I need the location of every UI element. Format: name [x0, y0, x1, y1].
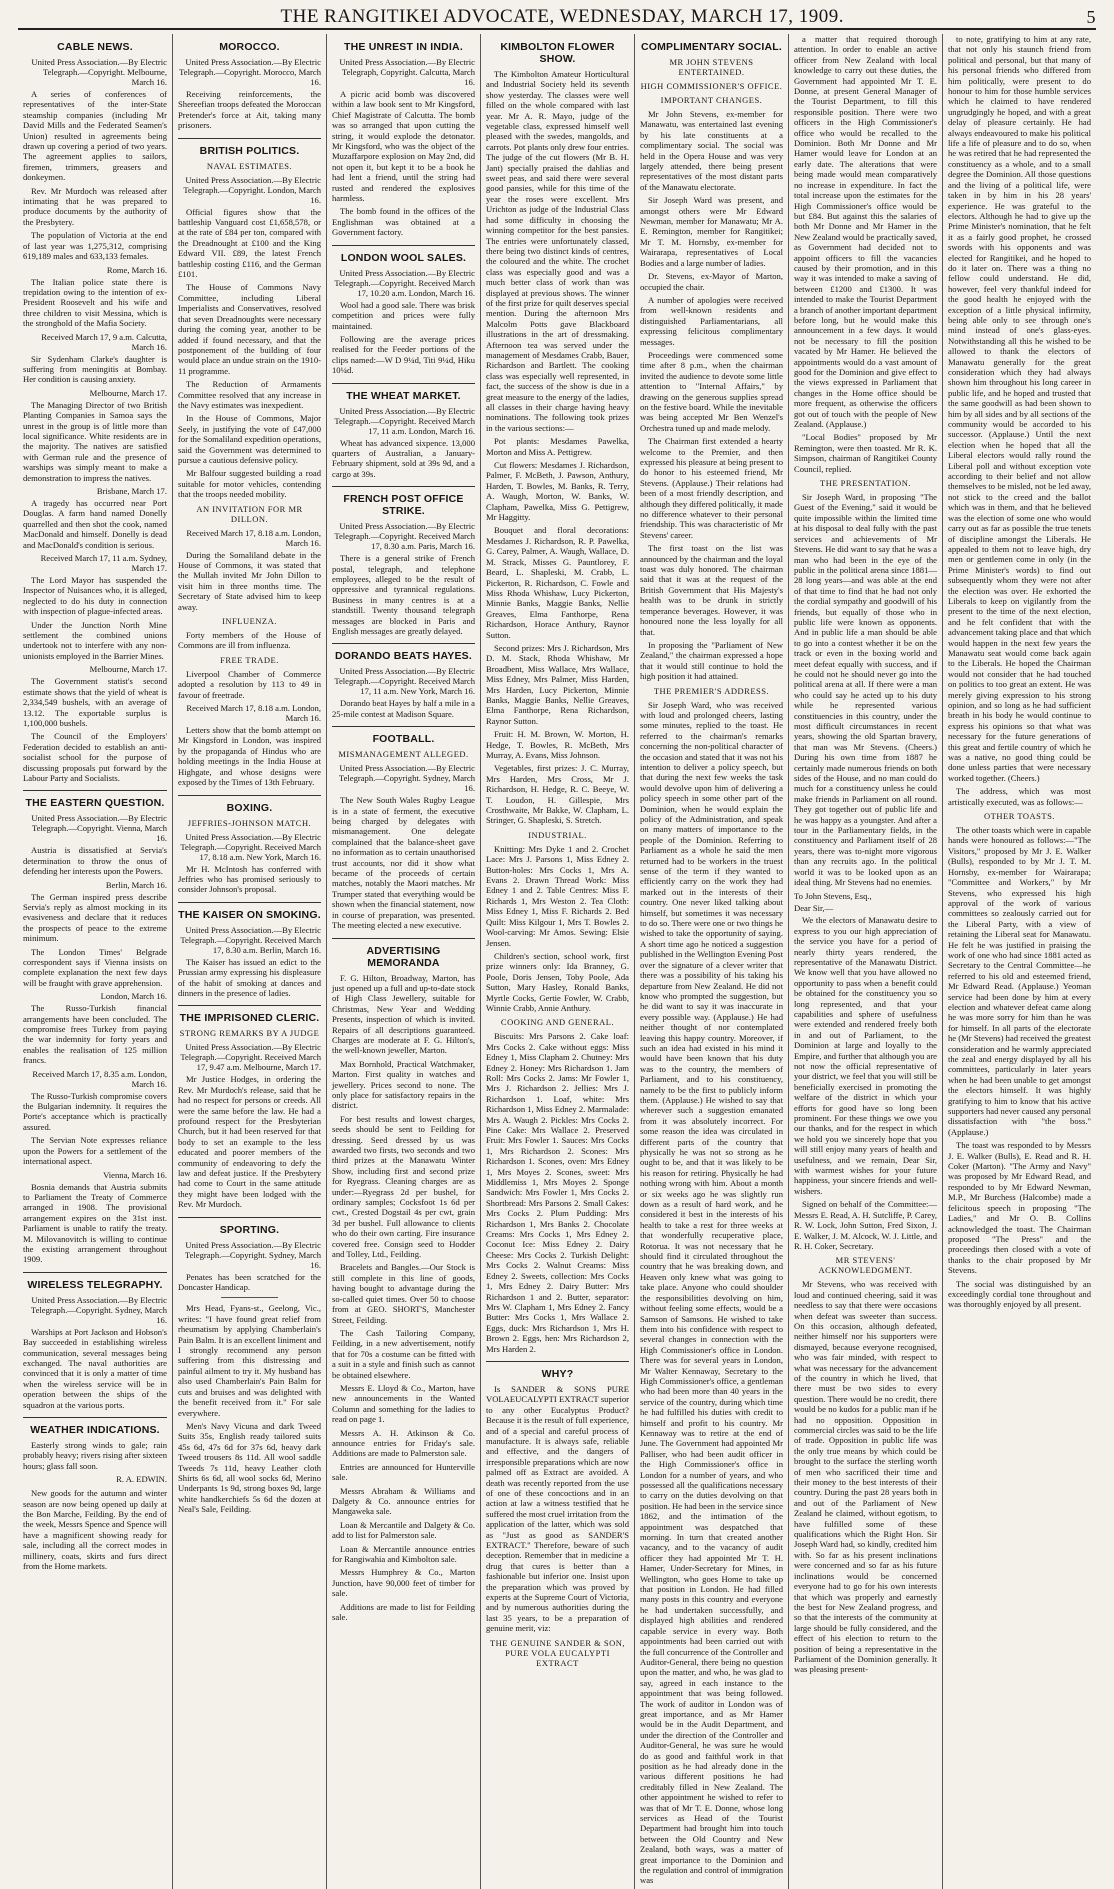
advertisement-paragraph: Additions are made to list for Feilding sale.	[332, 1601, 475, 1623]
section-heading: COMPLIMENTARY SOCIAL.	[640, 41, 783, 53]
article-paragraph: Official figures show that the battleship Vanguard cost £1,658,578, or at the rate of £84 per ton, compared with the Dreadnought at £100 and the King Edward VII. £89, the latest French battleship costing £116, and the German £101.	[178, 206, 321, 280]
subheading: OTHER TOASTS.	[984, 811, 1055, 822]
masthead	[18, 6, 1096, 30]
dateline: Received March 17, 11 a.m. Sydney, March 17.	[40, 553, 167, 574]
subheading: MR JOHN STEVENS ENTERTAINED.	[669, 57, 754, 77]
section-heading: THE UNREST IN INDIA.	[344, 41, 463, 53]
dateline: Received March 17, 8.18 a.m. London, March 16.	[186, 703, 321, 724]
advertisement-paragraph: Messrs Humphrey & Co., Marton Junction, have 90,000 feet of timber for sale.	[332, 1567, 475, 1599]
prize-list: Pot plants: Mesdames Pawelka, Morton and Miss A. Pettigrew.	[486, 436, 629, 457]
article-paragraph: The Servian Note expresses reliance upon the Powers for a settlement of the international aspect.	[23, 1135, 167, 1167]
article-paragraph: The toast was responded to by Messrs J. E. Walker (Bulls), E. Read and R. H. Coker (Marton). "The Army and Navy" was proposed by Mr Edward Read, and responded to by Mr Edward Newman, M.P., Mr Burchess (Halcombe) made a felicitous speech in proposing "The Ladies," and Mr O. B. Collins acknowledged the toast. The Chairman proposed "The Press" and the proceedings then closed with a vote of thanks to the chair proposed by Mr Stevens.	[948, 1140, 1091, 1276]
dateline: Melbourne, March 17.	[89, 387, 167, 398]
dateline: Rome, March 16.	[106, 264, 167, 275]
dateline: Melbourne, March 17.	[89, 664, 167, 675]
dateline: United Press Association.—By Electric Telegraph.—Copyright. Morocco, March 16.	[179, 57, 321, 87]
article-paragraph: Mr Stevens, who was received with loud and continued cheering, said it was needless to say that there were occasions when defeat was sweeter than success. On this occasion, although defeated, neither himself nor his supporters were dismayed, because everyone recognised, who was fair minded, with respect to what was necessary for the advancement of the country in which he lived, that there must be two sides to every question. There would be no credit, there would be no kudos for a public man if he had no opposition. Opposition in commercial circles was said to be the life of trade. Opposition in public life was the only true means by which could be brought to the surface the sterling worth of men who sacrificed their time and their money to the best interests of their country. During the past 28 years both in and out of the Parliament of New Zealand he claimed, without egotism, to have fulfilled some of these qualifications which the Right Hon. Sir Joseph Ward had, so kindly, credited him with. So far as his present inclinations were concerned and so far as his future inclinations would be concerned everyone had to go for his own interests that which was properly and earnestly the best for New Zealand progress, and so that the interests of the community at large should be fully considered, and the effect of his election to return to the position of being a representative in the Parliament of the Dominion generally. It was pleasing present-	[794, 1279, 937, 1675]
column-6	[788, 34, 942, 1889]
article-paragraph: Sir Joseph Ward, who was received with loud and prolonged cheers, lasting some minutes, replied to the toast. He referred to the chairman's remarks concerning the non-political character of the occasion and stated that it was not his intention to deliver a policy speech, but that during the next few weeks the task would devolve upon him of delivering a policy speech in some other part of the Dominion, when he would explain the policy of the Administration, and speak on many matters of importance to the people of the Dominion. Referring to Parliament as a whole he said the men returned had to be workers in the truest sense of the term if they wanted to efficiently carry on the work they had marked out in the interests of their country. One never liked talking about himself, but sometimes it was necessary to do so. There were one or two things he wished to take the opportunity of saying. A short time ago he noticed a suggestion published in the Wellington Evening Post over the signature of a clever writer that there was a possibility of his taking his departure from New Zealand. He did not know who prompted the suggestion, but he did want to say it was inaccurate in every possible way. (Applause.) He had neither thought of nor contemplated leaving this happy country. Moreover, if such an idea had existed in his mind it would have been known that his duty was to the country, the members of Parliament, and to his constituency, namely to be the first to publicly inform them. (Applause.) He wished to say that wherever such a suggestion emanated from it was absolutely incorrect. For some reason the idea was circulated in different parts of the country that physically he was not so strong as he ought to be, and that it was likely to be his reason for retiring. Physically he had nothing wrong with him. About a month or six weeks ago he was slightly run down as a result of hard work, and he considered it best in the interests of his health to take a rest for three weeks at that wonderfully recuperative place, Rotorua. It was not necessary that he should find it circulated throughout the country that he was breaking down, and Heaven only knew what was going to take place. Anyone who could shoulder the responsibilities devolving on him, without feeling some effects, would be a Samson of Samsons. He wished to take them into his confidence with respect to several changes in connection with the High Commissioner's office in London. There was for several years in London, Mr Walter Kennaway, Secretary to the High Commissioner's office, a gentleman who had been more than 40 years in the service of the country, during which time he had fulfilled his duties with credit to himself and profit to his country. Mr Kennaway was to retire at the end of June. The Government had appointed Mr Palliser, who had been audit officer in the High Commissioner's office in London for a number of years, and who possessed all the qualifications necessary to carry on the duties devolving on that position. He had been in the service since 1862, and the intimation of the appointment was despatched that morning. In turn that created another vacancy, and to the vacancy of audit officer they had appointed Mr T. H. Hamer, Under-Secretary for Mines, in Wellington, who goes Home to take up that position in London. He had filled many posts in this country and everyone he had undertaken successfully, and displayed high abilities and rendered capable service in every way. Both appointments had been carried out with the full concurrence of the Controller and Auditor-General, there being no question upon the matter, and who, he was glad to say, agreed in each instance to the appointment that was being followed. The work of auditor in London was of great importance, and as Mr Hamer would be in the Audit Department, and under the direction of the Controller and Auditor-General, he was sure he would do as good and faithful work in that position as he had already done in the various different positions he had creditably filled in New Zealand. The other appointment he wished to refer to was that of Mr T. E. Donne, whose long services as Head of the Tourist Department had brought him into touch between the Old Country and New Zealand, both ways, was a matter of great importance to the Dominion and the regulation and control of immigration was	[640, 699, 783, 1886]
article-paragraph: Sir Joseph Ward was present, and amongst others were Mr Edward Newman, member for Manawatu; Mr A. E. Remington, member for Rangitikei; Mr T. M. Hornsby, ex-member for Wairarapa, representatives of Local Bodies and a large number of ladies.	[640, 195, 783, 268]
dateline: United Press Association.—By Electric Telegraph.—Copyright. Sydney, March 16.	[338, 763, 475, 794]
article-paragraph: A tragedy has occurred near Port Douglas. A farm hand named Donelly quarrelled and then shot the cook, named MacDonald and himself. Donelly is dead and MacDonald's condition is serious.	[23, 498, 167, 550]
subheading: MR STEVENS' ACKNOWLEDGMENT.	[818, 1255, 913, 1276]
article-paragraph: Penates has been scratched for the Doncaster Handicap.	[178, 1271, 321, 1293]
subheading: JEFFRIES-JOHNSON MATCH.	[187, 817, 312, 828]
column-1	[18, 34, 172, 1889]
article-paragraph: The German inspired press describe Servia's reply as almost mocking in its evasiveness and declare that it reduces the prospects of peace to the extreme minimum.	[23, 891, 167, 944]
dateline: United Press Association.—By Electric Telegraph.—Copyright. Received March 17, 11 a.m. New York, March 16.	[334, 666, 475, 697]
section-heading: WHY?	[486, 1361, 629, 1380]
article-paragraph: "Local Bodies" proposed by Mr Remington, were then toasted. Mr R. K. Simpson, chairman of Rangitikei County Council, replied.	[794, 432, 937, 474]
advertisement-paragraph: For best results and lowest charges, seeds should be sent to Feilding for dressing. Seed dressed by us was awarded two firsts, two seconds and two third prizes at the Manawatu Winter Show, including first and second prize for Ryegrass. Cleaning charges are as under:—Ryegrass 2d per bushel, for ordinary samples; Cocksfoot 1s 6d per cwt., Crested Dogstail 4s per cwt, grain 3d per bushel. Full allowance to clients who do their own carting. Fire insurance covered free. Consign seed to Hodder and Tolley, Ltd., Feilding.	[332, 1113, 475, 1260]
prize-list: Bouquet and floral decorations: Mesdames J. Richardson, R. P. Pawelka, G. Carey, Palmer, A. Waugh, Wallace, D. M. Strack, Misses G. Pauntlorey, F. Beard, L. Shapleski, M. Crabb, L. Pickerton, R. Richardson, C. Fowle and Miss Rhoda Whishaw, Lucy Pickerton, Minnie Banks, Maggie Banks, Nellie Greaves, Elma Fanthorpe, Rena Richardson, Horace Anthury, Raynor Sutton.	[486, 525, 629, 640]
article-paragraph: The Reduction of Armaments Committee resolved that any increase in the Navy estimates was inexpedient.	[178, 379, 321, 410]
section-heading: BRITISH POLITICS.	[178, 138, 321, 157]
article-paragraph: The Managing Director of two British Planting Companies in Samoa says the unrest in the group is of little more than local significance. White residents are in the majority. The natives are satisfied with German rule and the presence of warships was simply meant to make a demonstration to impress the natives.	[23, 399, 167, 483]
article-paragraph: The London Times' Belgrade correspondent says if Vienna insists on complete explanation the next few days will be fraught with grave apprehension.	[23, 946, 167, 988]
section-heading: ADVERTISING MEMORANDA	[332, 938, 475, 969]
article-paragraph: Rev. Mr Murdoch was released after intimating that he was prepared to produce documents by the authority of the Presbytery.	[23, 185, 167, 227]
dateline: Received March 17, 8.18 a.m. London, March 16.	[186, 527, 321, 548]
article-paragraph: Easterly strong winds to gale; rain probably heavy; rivers rising after sixteen hours; glass fall soon.	[23, 1440, 167, 1471]
advertisement-paragraph: Bracelets and Bangles.—Our Stock is still complete in this line of goods, having bought to advantage during the so-called quiet times. Over 50 to choose from at GEO. SHORT'S, Manchester Street, Feilding.	[332, 1262, 475, 1325]
section-heading: KIMBOLTON FLOWER SHOW.	[500, 41, 615, 65]
subheading: MISMANAGEMENT ALLEGED.	[338, 749, 469, 760]
dateline: Received March 17, 9 a.m. Calcutta, March 16.	[41, 331, 167, 352]
column-5	[634, 34, 788, 1889]
prize-list: Second prizes: Mrs J. Richardson, Mrs D. M. Stack, Rhoda Whishaw, Mr Broadbent, Miss Wallace, Mrs Wallace, Miss Edney, Mrs Palmer, Miss Harden, Mrs Harden, Lucy Pickerton, Minnie Banks, Maggie Banks, Nellie Greaves, Elma Fanthorpe, Rena Richardson, Raynor Sutton.	[486, 642, 629, 726]
dateline: United Press Association.—By Electric Telegraph.—Copyright. Sydney, March 16.	[30, 1294, 167, 1325]
article-paragraph: The other toasts which were in capable hands were honoured as follows:—"The Visitors," proposed by Mr J. E. Walker (Bulls), responded to by Mr J. T. M. Hornsby, ex-member for Wairarapa; "Committee and Workers," by Mr Stevens, who expressed his high approval of the work of various committees so zealously carried out for the Liberal Party, with a view of retaining the Liberal seat for Manawatu. He felt he was justified in praising the work of one who had since 1881 acted as Secretary to the Central Committee—he referred to his old and esteemed friend, Mr Edward Read. (Applause.) Yeoman service had been done by him at every election and whatever defeat came along he was more sorry for him than he was for himself. In all parts of the electorate he (Mr Stevens) had received the greatest consideration and he warmly appreciated the zeal and energy displayed by all his committees, particularly in later years when he had been unable to get amongst the electors himself. It was highly gratifying to him to know that his active supporters had never caused any personal dissatisfaction with "the boss." (Applause.)	[948, 825, 1091, 1137]
article-paragraph: A series of conferences of representatives of the inter-State steamship companies (including Mr David Mills and the Federated Seamen's Union) resulted in agreements being drawn up covering a period of two years. The agreement applies to sailors, firemen, trimmers, greasers and donkeymen.	[23, 89, 167, 183]
dateline: United Press Association.—By Electric Telegraph.—Copyright. Sydney, March 16.	[184, 1239, 321, 1270]
article-paragraph: Mr Justice Hodges, in ordering the Rev. Mr Murdoch's release, said that he had no respect for persons or creeds. All were the same before the law. He had a profound respect for the Presbyterian Church, but it had been reserved for that body to set an example to the less educated and poorer members of the community of endeavoring to defy the law and defeat justice. If the Presbytery had come to Court in the same attitude they might have been lodged with the Rev. Mr Murdoch.	[178, 1074, 321, 1210]
newspaper-title: THE RANGITIKEI ADVOCATE, WEDNESDAY, MARCH 17, 1909.	[280, 6, 844, 27]
prize-list: Fruit: H. M. Brown, W. Morton, H. Hedge, T. Bowles, R. McBeth, Mrs Murray, A. Evans, Miss Johnson.	[486, 729, 629, 760]
page-number: 5	[1086, 6, 1096, 27]
article-paragraph: Dorando beat Hayes by half a mile in a 25-mile contest at Madison Square.	[332, 698, 475, 719]
dateline: United Press Association.—By Electric Telegraph.—Copyright. Received March 17, 8.18 a.m. New York, March 16.	[180, 831, 321, 862]
section-heading: BOXING.	[178, 795, 321, 814]
subheading: IMPORTANT CHANGES.	[660, 95, 763, 105]
article-paragraph: Wheat has advanced sixpence. 13,000 quarters of Australian, a January-February shipment, sold at 39s 9d, and a cargo at 39s.	[332, 437, 475, 479]
prize-list: Vegetables, first prizes: J. C. Murray, Mrs Harden, Mrs Cross, Mr J. Richardson, H. Hedge, R. C. Beeye, W. T. Loudon, H. Gillespie, Mrs Crosthwaite, Mr Bakke, W. Clapham, L. Stringer, G. Shapleski, S. Stretch.	[486, 763, 629, 826]
dateline: United Press Association.—By Electric Telegraph.—Copyright. Received March 17, 11 a.m. London, March 16.	[334, 405, 475, 436]
prize-list: Children's section, school work, first prize winners only: Ida Branney, G. Poole, Doris Jensen, Toby Poole, Ada Sutton, Mary Hasley, Ronald Banks, Myrtle Cocks, Gertie Fowler, W. Crabb, Winnie Crabb, Annie Anthury.	[486, 950, 629, 1013]
article-paragraph: Austria is dissatisfied at Servia's determination to throw the onus of defending her interests upon the Powers.	[23, 845, 167, 877]
article-paragraph: Wool had a good sale. There was brisk competition and prices were fully maintained.	[332, 299, 475, 331]
dateline: United Press Association.—By Electric Telegraph.—Copyright. Received March 17, 8.30 a.m. Berlin, March 16.	[180, 924, 321, 955]
column-3	[326, 34, 480, 1889]
article-paragraph: During the Somaliland debate in the House of Commons, it was stated that the Mullah invited Mr John Dillon to visit him in three months time. The Secretary of State advised him to keep away.	[178, 549, 321, 612]
divider	[221, 1297, 278, 1298]
section-heading: FOOTBALL.	[332, 726, 475, 745]
article-paragraph: The Italian police state there is trepidation owing to the intention of ex-President Roosevelt and his wife and three children to visit Messina, which is the stronghold of the Mafia Society.	[23, 276, 167, 329]
dateline: United Press Association.—By Electric Telegraph.—Copyright. London, March 16.	[183, 174, 321, 205]
dateline: Berlin, March 16.	[105, 879, 167, 890]
section-heading: DORANDO BEATS HAYES.	[332, 643, 475, 662]
advertisement-paragraph: Is SANDER & SONS PURE VOLAEUCALYPTI EXTRACT superior to any other Eucalyptus Product? Because it is the result of full experience, and of a special and careful process of manufacture. It is always safe, reliable and effective, and the dangers of irresponsible preparations which are now palmed off as Extract are avoided. A death was recently reported from the use of one of these concoctions and in an action at law a witness testified that he suffered the most cruel irritation from the application of the latter, which was sold as "Just as good as SANDER'S EXTRACT." Therefore, beware of such deception. Remember that in medicine a drug that cures is better than a fashionable but inferior one. Insist upon the preparation which was proved by experts at the Supreme Court of Victoria, and by numerous authorities during the last 35 years, to be a preparation of genuine merit, viz:	[486, 1383, 629, 1634]
article-paragraph: Following are the average prices realised for the Feeder portions of the clips named:—W D 9¼d, Titi 9¼d, Hiku 10¼d.	[332, 333, 475, 376]
article-paragraph: The New South Wales Rugby League is in a state of ferment, the executive being charged by delegates with mismanagement. One delegate complained that the balance-sheet gave no information as to certain unauthorised trust accounts, nor did it show what became of the proceeds of certain matches, notably the Maori matches. Mr Trumper stated that everything would be shown when the financial statement, now in course of preparation, was presented. The meeting elected a new executive.	[332, 795, 475, 931]
section-heading: THE EASTERN QUESTION.	[23, 790, 167, 809]
article-paragraph: Warships at Port Jackson and Hobson's Bay succeeded in establishing wireless communication, several messages being exchanged. The naval authorities are convinced that it is only a matter of time when the wireless service will be in operation between the ships of the squadron at the various ports.	[23, 1326, 167, 1410]
address-salutation: To John Stevens, Esq.,	[794, 890, 872, 901]
article-paragraph: Sir Sydenham Clarke's daughter is suffering from meningitis at Bombay. Her condition is causing anxiety.	[23, 353, 167, 385]
prize-list: Biscuits: Mrs Parsons 2. Cake loaf: Mrs Cocks 2. Cake without eggs: Miss Edney 1, Miss Clapham 2. Chutney: Mrs Edney 2. Honey: Mrs Richardson 1. Jam Roll: Mrs Cocks 2. Jams: Mr Fowler 1, Mrs J. Richardson 2. Jellies: Mrs J. Richardson 1. Loaf, white: Mrs Richardson 1, Miss Edney 2. Marmalade: Mrs A. Waugh 2. Pickles: Mrs Cocks 2. Pine Cake: Mrs Wallace 2. Preserved Fruit: Mrs Fowler 1. Sauces: Mrs Cocks 1, Mrs Richardson 2. Scones: Mrs Richardson 1. Scones, oven: Mrs Edney 1, Mrs Moyes 2. Scones, sweet: Mrs Middlemiss 1, Mrs Moyes 2. Sponge Sandwich: Mrs Fowler 1, Mrs Cocks 2. Shortbread: Mrs Parsons 2. Small Cakes: Mrs Cocks 2. Plum Pudding: Mrs Richardson 1, Mrs Banks 2. Chocolate Creams: Mrs Cocks 1, Mrs Edney 2. Coconut Ice: Miss Edney 2. Dairy Cheese: Mrs Cocks 2. Turkish Delight: Mrs Cocks 2. Walnut Creams: Miss Edney 2. Sweets, collection: Mrs Cocks 1, Mrs Edney 2. Dairy Butter: Mrs Richardson 1 and 2. Butter, separator: Mrs W. Clapham 1, Mrs Edney 2. Fancy Butter: Mrs Cocks 1, Mrs Wallace 2. Eggs, duck: Mrs Richardson 1, Mrs H. Brown 2. Eggs, hen: Mrs Richardson 2, Mrs Harden 2.	[486, 1031, 629, 1354]
article-paragraph: In proposing the "Parliament of New Zealand," the chairman expressed a hope that it would still continue to hold the high position it had attained.	[640, 639, 783, 682]
section-heading: MOROCCO.	[219, 41, 280, 53]
section-heading: SPORTING.	[178, 1217, 321, 1236]
dateline: United Press Association.—By Electric Telegraph.—Copyright. Received March 17, 10.20 a.m. London, March 16.	[334, 267, 475, 298]
dateline: United Press Association.—By Electric Telegraph.—Copyright. Received March 17, 8.30 a.m. Paris, March 16.	[334, 521, 475, 552]
article-paragraph: Signed on behalf of the Committee:—Messrs E. Read, A. H. Sutcliffe, P. Carey, R. W. Lock, John Sutton, Fred Sixon, J. E. Walker, J. M. Alcock, W. J. Little, and R. H. Coker, Secretary.	[794, 1199, 937, 1251]
section-heading: CABLE NEWS.	[57, 41, 133, 53]
advertisement-paragraph: The Cash Tailoring Company, Feilding, in a new advertisement, notify that for 70s a costume can be fitted with a suit in a style and finish such as cannot be obtained elsewhere.	[332, 1327, 475, 1380]
article-paragraph: The Council of the Employers' Federation decided to establish an anti-socialist school for the purpose of discussing proposals put forward by the Labour Party and Socialists.	[23, 731, 167, 783]
article-paragraph: There is a general strike of French postal, telegraph, and telephone employees, alleged to be the result of oppressive and tyrannical regulations. Business in many centres is at a standstill. Twenty thousand telegraph messages are blocked in Paris and English messages are greatly delayed.	[332, 553, 475, 636]
advertisement-paragraph: Messrs Abraham & Williams and Dalgety & Co. announce entries for Mangaweka sale.	[332, 1485, 475, 1517]
article-paragraph: to note, gratifying to him at any rate, that not only his staunch friend from political and personal, but that many of his personal friends who differed from him politically, were present to do honour to him for those humble services which he claimed to have rendered ungrudgingly he hoped, and with a great delay of pleasure certainly. He had always endeavoured to make his political life a life of pleasure and to do so, when he was retired that he had represented the constituency as a whole, and to a small degree the Dominion. All those questions and the living of a political life, were taken in by him in his 28 years' experience. He was grateful to the electors. Although he had to give up the Prime Minister's nomination, that he felt it as a fairly good prophet, he crossed swords with his opponents and was elected for Rangitikei, and he hoped to do it later on. There was a thing no fellow could understand. He did, however, feel very thankful indeed for the good health he enjoyed with the exception of a little physical infirmity, being able only to see through one's mind instead of one's glass-eyes. Notwithstanding all this he wished to be allowed to thank the electors of Manawatu generally for the great consideration which they had always shown him throughout his long career in public life, and he hoped and trusted that the same goodwill as had been shown to him by all sides and by all sections of the community would be accorded to his successor. (Applause.) Until the next election when he hoped that all the Liberal electors would rally round the Liberal poll and without exception vote according to their belief and not allow themselves to be misled, not be led away, not stick to the creed and the ballot which was in them, and that he believed was the election of some one who would carry out as far as possible the true tenets of discipline amongst the Liberals. He appealed to them not to leave high, dry men or gentlemen come in only (in the Prime Minister's words) to find out subsequently whom they were not after the election was over. He exhorted the Liberals to keep on vigilantly from the present to the time of the next election, and he felt confident that with the advancement taking place and that which would happen in the next few years the Manawatu seat would come back again to the Liberals. He hoped the Chairman would not consider that he had touched on politics to too great an extent. He was merely giving expression to his strong opinion, and so long as he had sufficient breath in his body he would continue to express his opinions so that what was necessary for the future generations of this great and fertile country of which he was a native, no good thing could be done unless parties that were necessary worked together. (Cheers.)	[948, 34, 1091, 783]
advertisement-paragraph: Mrs Head, Fyans-st., Geelong, Vic., writes: "I have found great relief from rheumatism by applying Chamberlain's Pain Balm. It is an excellent liniment and I strongly recommend any person suffering from this distressing and painful ailment to try it. My husband has also used Chamberlain's Pain Balm for cuts and bruises and was delighted with the benefit received from it." For sale everywhere.	[178, 1303, 321, 1418]
prize-list: Cut flowers: Mesdames J. Richardson, Palmer, F. McBeth, J. Pawson, Anthury, Harden, T. Bowles, M. Banks, R. Terry, A. Waugh, Morton, W. Banks, W. Clapham, Pawelka, Miss G. Pettigrew, Mr Haggitty.	[486, 460, 629, 523]
article-paragraph: Liverpool Chamber of Commerce adopted a resolution by 113 to 49 in favour of freetrade.	[178, 668, 321, 700]
dateline: Vienna, March 16.	[103, 1169, 167, 1180]
article-paragraph: A picric acid bomb was discovered within a law book sent to Mr Kingsford, Chief Magistrate of Calcutta. The bomb was so arranged that upon cutting the string, it would explode the detonator. Mr Kingsford, who was the object of the Muzaffarpore explosion on May 2nd, did not open it, but kept it to be a book he had lent a friend, until the string had rusted and rendered the explosives harmless.	[332, 89, 475, 204]
article-paragraph: The first toast on the list was announced by the chairman and the loyal toast was duly honored. The chairman said that it was at the request of the British Government that His Majesty's health was to be drunk in strictly temperance beverages. However, it was honoured none the less loyally for all that.	[640, 543, 783, 637]
article-paragraph: The Russo-Turkish financial arrangements have been concluded. The compromise frees Turkey from paying the war indemnity for forty years and enables the realisation of 125 million francs.	[23, 1003, 167, 1066]
article-paragraph: The Kaiser has issued an edict to the Prussian army expressing his displeasure of the habit of smoking at dances and dinners in the presence of ladies.	[178, 956, 321, 998]
article-paragraph: Mr John Stevens, ex-member for Manawatu, was entertained last evening by his late constituents at a complimentary social. The social was held in the Opera House and was very largely attended, there being present representatives of the most distant parts of the Manawatu electorate.	[640, 109, 783, 192]
section-heading: LONDON WOOL SALES.	[332, 245, 475, 264]
article-paragraph: Proceedings were commenced some time after 8 p.m., when the chairman invited the audience to devote some little attention to "Internal Affairs," by drawing on the generous supplies spread on the festive board. While the inevitable was being accepted Mr Ben Wenzel's Orchestra tuned up and made melody.	[640, 349, 783, 433]
subheading: FREE TRADE.	[220, 654, 279, 665]
dateline: Brisbane, March 17.	[96, 486, 167, 496]
advertisement-paragraph: Men's Navy Vicuna and dark Tweed Suits 35s, English ready tailored suits 45s 6d, 47s 6d for 37s 6d, heavy dark Tweed trousers 8s 11d. All wool saddle Tweeds 7s 11d, heavy Leather cloth Shirts 6s 6d, all wool socks 6d, Merino Underpants 1s 9d, strong boxes 9d, large white handkerchiefs 5s 6d the dozen at Neal's Sale, Feilding.	[178, 1420, 321, 1515]
column-4	[480, 34, 634, 1889]
article-paragraph: Mr Balfour suggested building a road suitable for motor vehicles, contending that the troops needed mobility.	[178, 468, 321, 500]
prize-list: Knitting: Mrs Dyke 1 and 2. Crochet Lace: Mrs J. Parsons 1, Miss Edney 2. Button-holes: Mrs Cocks 1, Mrs A. Evans 2. Drawn Thread Work: Miss Edney 1 and 2. Table Centres: Miss F. Richards 1, Mrs Weston 2. Tea Cloth: Miss Edney 1, Miss F. Richards 2. Bed Quilt: Miss Kilgour 1, Mrs T. Bowles 2. Wool-carving: Mr Amos. Sewing: Elsie Jensen.	[486, 843, 629, 948]
advertisement-tagline: THE GENUINE SANDER & SON, PURE VOLA EUCALYPTI EXTRACT	[489, 1637, 626, 1668]
section-heading: FRENCH POST OFFICE STRIKE.	[332, 486, 475, 517]
subheading: INDUSTRIAL.	[528, 829, 587, 840]
article-paragraph: Bosnia demands that Austria submits to Parliament the Treaty of Commerce arranged in 1908. The provisional arrangement expires on the 31st inst. Parliament is unable to ratify the treaty. M. Milovanovitch is willing to continue the existing arrangement throughout 1909.	[23, 1181, 167, 1265]
dateline: United Press Association.—By Electric Telegraph.—Copyright. Received March 17, 9.47 a.m. Melbourne, March 17.	[180, 1042, 321, 1073]
article-paragraph: The Chairman first extended a hearty welcome to the Premier, and then expressed his pleasure at being present to do honor to his esteemed friend, Mr Stevens. (Applause.) Their relations had been of a most friendly description, and although they differed politically, it made no difference whatever to their personal friendship. This was characteristic of Mr Stevens' career.	[640, 436, 783, 540]
article-paragraph: a matter that required thorough attention. In order to enable an active officer from New Zealand with local knowledge to carry out these duties, the Government had appointed Mr T. E. Donne, at present General Manager of the Tourist Department, to fill this responsible position. There were two officers in the High Commissioner's office who would be recalled to the Dominion. Both Mr Donne and Mr Hamer would leave for London at an early date. The alterations that were being made would mean comparatively no increase in expenditure. In fact the total increase upon the estimates for the High Commissioner's office would be but £84. But against this the salaries of both Mr Donne and Mr Hamer in the New Zealand would be practically saved, as Government had decided not to appoint officers to fill the vacancies caused by their promotion, and in this way it was intended to make a saving of between £1200 and £1300. It was intended to make the Tourist Department a branch of another important department before long, but he would make this announcement in a few days. It would not be necessary to fill the position vacated by Mr Hamer. He believed the appointments would do a vast amount of good for the Dominion and give effect to the views expressed in Parliament that changes in the Home office should be more frequent, as otherwise the officers got out of touch with the people of New Zealand. (Applause.)	[794, 34, 937, 430]
article-paragraph: Mr H. McIntosh has conferred with Jeffries who has promised seriously to consider Johnson's proposal.	[178, 863, 321, 895]
subheading: THE PREMIER'S ADDRESS.	[653, 685, 770, 696]
advertisement-paragraph: F. G. Hilton, Broadway, Marton, has just opened up a full and up-to-date stock of High Class Jewellery, suitable for Christmas, New Year and Wedding Presents, inspection of which is invited. Repairs of all descriptions guaranteed. Charges are moderate at F. G. Hilton's, the well-known jeweller, Marton.	[332, 972, 475, 1056]
article-paragraph: A number of apologies were received from well-known residents and distinguished Parliamentarians, all expressing felicitous complimentary messages.	[640, 294, 783, 347]
article-paragraph: The address, which was most artistically executed, was as follows:—	[948, 786, 1091, 807]
dateline: United Press Association.—By Electric Telegraph.—Copyright. Melbourne, March 16.	[31, 57, 167, 87]
article-paragraph: The House of Commons Navy Committee, including Liberal Imperialists and Conservatives, resolved that seven Dreadnoughts were necessary during the coming year, another to be added if found necessary, and that the postponement of the building of four would place an undue strain on the 1910-11 programme.	[178, 282, 321, 376]
dateline: United Press Association.—By Electric Telegraph.—Copyright. Vienna, March 16.	[31, 813, 167, 844]
article-paragraph: Under the Junction North Mine settlement the combined unions undertook not to interfere with any non-unionists employed in the Barrier Mines.	[23, 619, 167, 661]
article-paragraph: New goods for the autumn and winter season are now being opened up daily at the Bon Marche, Feilding. By the end of the week, Messrs Spence and Spence will have a magnificent showing ready for sale, including all the correct modes in millinery, coats, skirts and furs direct from the Home markets.	[23, 1488, 167, 1572]
advertisement-paragraph: Messrs A. H. Atkinson & Co. announce entries for Friday's sale. Additions are made to Palmerston sale.	[332, 1427, 475, 1459]
address-salutation: Dear Sir,—	[794, 902, 834, 913]
subheading: STRONG REMARKS BY A JUDGE	[179, 1028, 320, 1039]
article-paragraph: The Kimbolton Amateur Horticultural and Industrial Society held its seventh show yesterday. The classes were well filled on the whole compared with last year. Mr A. R. Mayo, judge of the vegetable class, expressed himself well pleased with the swedes, mangolds, and carrots. Pot plants only drew four entries. The judge of the cut flowers (Mr B. H. Jant) specially praised the dahlias and sweet peas, and said there were several good pansies, while for this time of the year the roses were excellent. Mrs Urichton as judge of the Industrial Class had some difficulty in choosing the winning competitor for the best pansies. The entries were unfortunately classed, there being two distinct kinds of centres, the coloured and the white. The crochet class was especially good and was a much better class of work than was displayed at previous shows. The winner of the first prize for quilt deserves special mention. During the afternoon Mrs Malcolm Potts gave Blackboard illustrations in the art of dressmaking. Afternoon tea was served under the management of Mesdames Crabb, Bauer, Richardson and Bartlett. The cooking class was especially well represented, in fact, the success of the show is due in a great measure to the energy of the ladies, all classes in their charge having heavy nominations. The following took prizes in the various sections:—	[486, 69, 629, 433]
subheading: COOKING AND GENERAL.	[500, 1017, 615, 1028]
dateline: United Press Association.—By Electric Telegraph, Copyright. Calcutta, March 16.	[339, 57, 475, 87]
article-paragraph: The social was distinguished by an exceedingly cordial tone throughout and was thoroughly enjoyed by all present.	[948, 1278, 1091, 1310]
advertisement-paragraph: Entries are announced for Hunterville sale.	[332, 1461, 475, 1483]
article-paragraph: The population of Victoria at the end of last year was 1,275,312, comprising 619,189 males and 633,133 females.	[23, 230, 167, 262]
dateline: London, March 16.	[100, 991, 167, 1002]
signature: R. A. EDWIN.	[116, 1474, 167, 1485]
article-paragraph: Letters show that the bomb attempt on Mr Kingsford in London, was inspired by the propaganda of Hindus who are holding meetings in the India House at Highgate, and whose designs were exposed by the Times of 13th February.	[178, 725, 321, 788]
article-paragraph: Receiving reinforcements, the Shereefian troops defeated the Moroccan Pretender's force at Ait, taking many prisoners.	[178, 89, 321, 131]
advertisement-paragraph: Messrs E. Lloyd & Co., Marton, have new announcements in the Wanted Column and something for the ladies to read on page 1.	[332, 1382, 475, 1425]
section-heading: THE WHEAT MARKET.	[332, 383, 475, 402]
column-2	[172, 34, 326, 1889]
article-paragraph: Dr. Stevens, ex-Mayor of Marton, occupied the chair.	[640, 271, 783, 292]
section-heading: THE KAISER ON SMOKING.	[178, 902, 321, 921]
columns	[18, 34, 1096, 1886]
subheading: HIGH COMMISSIONER'S OFFICE.	[640, 81, 783, 91]
article-paragraph: The Government statist's second estimate shows that the yield of wheat is 2,334,549 bushels, with an average of 13.12. The exportable surplus is 1,100,000 bushels.	[23, 676, 167, 728]
article-paragraph: In the House of Commons, Major Seely, in justifying the vote of £47,000 for the Somaliland expedition operations, said the Government was determined to pursue a cautious defensive policy.	[178, 413, 321, 465]
subheading: THE PRESENTATION.	[820, 478, 911, 489]
article-paragraph: We the electors of Manawatu desire to express to you our high appreciation of the service you have for a period of nearly thirty years rendered, the representative of the Manawatu District. We know well that you have allowed no opportunity to pass when a benefit could be obtained for the constituency you so long represented, and that your capabilities and sphere of usefulness were extended and rendered freely both in and out of Parliament, to the Dominion at large and loyally to the Empire, and further that although you are not now the official representative of your district, we feel that you will still be beneficially exercised in promoting the welfare of the district in which your efforts for good have so long been prominent. For these things we owe you our thanks, and for the respect in which we hold you we sincerely hope that you will still enjoy many years of health and usefulness, and we remain, Dear Sir, with warmest wishes for your future happiness, your sincere friends and well-wishers.	[794, 915, 937, 1196]
advertisement-paragraph: Loan & Mercantile and Dalgety & Co. add to list for Palmerston sale.	[332, 1519, 475, 1541]
section-heading: WIRELESS TELEGRAPHY.	[23, 1272, 167, 1291]
subheading: AN INVITATION FOR MR DILLON.	[196, 503, 303, 524]
article-paragraph: The bomb found in the offices of the Englishman was obtained at a Government factory.	[332, 206, 475, 238]
subheading: NAVAL ESTIMATES.	[206, 160, 293, 171]
column-7	[942, 34, 1096, 1889]
article-paragraph: The Russo-Turkish compromise covers the Bulgarian indemnity. It requires the Porte's acceptance which is practically assured.	[23, 1090, 167, 1132]
article-paragraph: Forty members of the House of Commons are ill from influenza.	[178, 630, 321, 651]
section-heading: WEATHER INDICATIONS.	[23, 1417, 167, 1436]
article-paragraph: Sir Joseph Ward, in proposing "The Guest of the Evening," said it would be quite impossible within the limited time at his disposal to deal fully with the past services and achievements of Mr Stevens. He did want to say that he was a man who had been in the eye of the public in the political arena since 1881—28 long years—and was able at the end of that time to find that he had not only the cordial sympathy and goodwill of his friends, but equally of those who in public life were known as opponents. And in public life a man should be able to go into a contest whether it be on the track or even in the boxing world and meet defeat equally with success, and if he could not he should never go into the political arena at all. If there were a man who could say he acted up to his duty while he represented various constituencies in this country, under the most difficult circumstances in recent years, showing the old Spartan bravery, that man was Mr Stevens. (Cheers.) During his own time from 1887 he certainly made numerous friends on both sides of the House, and no man could do much for a constituency unless he could make friends in Parliament on all round. They got together out of public life and he was happy as a youngster. And after a tour in the Parliamentary fields, in the constituency and Parliament itself of 28 years, there was to-night more vigorous than any recruits ago. In the political world it was to be looked upon as an ideal thing. Mr Stevens had no enemies.	[794, 492, 937, 888]
advertisement-paragraph: Max Bornhold, Practical Watchmaker, Marton. First quality in watches and jewellery. Prices second to none. The only place for satisfactory repairs in the district.	[332, 1058, 475, 1111]
advertisement-paragraph: Loan & Mercantile announce entries for Rangiwahia and Kimbolton sale.	[332, 1543, 475, 1565]
article-paragraph: The Lord Mayor has suspended the Inspector of Nuisances who, it is alleged, neglected to do his duty in connection with inspection of plague-infected areas.	[23, 575, 167, 617]
dateline: Received March 17, 8.35 a.m. London, March 16.	[32, 1068, 167, 1089]
subheading: INFLUENZA.	[222, 616, 277, 627]
section-heading: THE IMPRISONED CLERIC.	[178, 1005, 321, 1024]
